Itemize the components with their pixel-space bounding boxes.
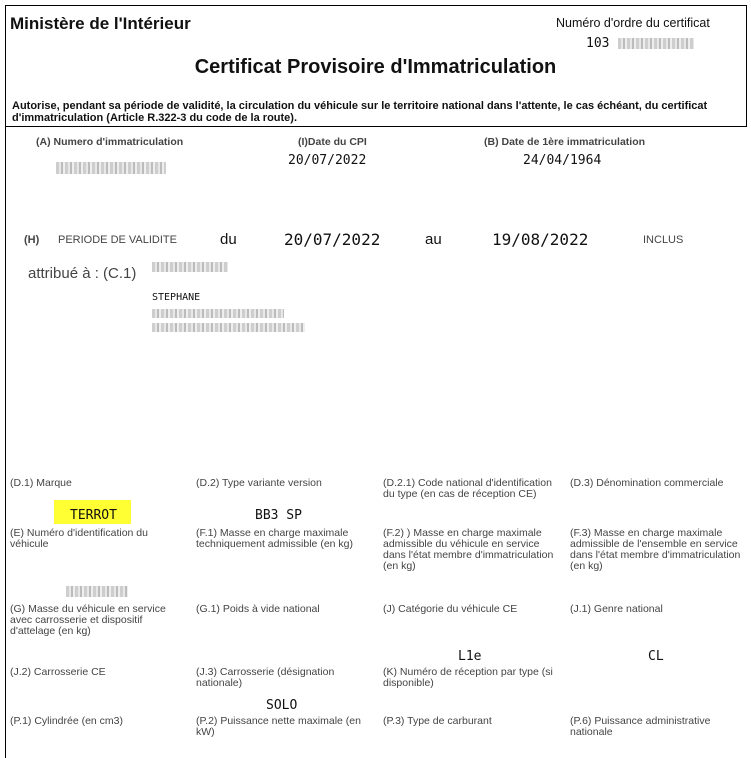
field-j2-label: (J.2) Carrosserie CE	[10, 666, 106, 678]
validity-to-date: 19/08/2022	[492, 230, 589, 249]
redacted-holder-surname	[152, 262, 228, 272]
validity-h-label: (H)	[24, 234, 40, 246]
holder-label: attribué à : (C.1)	[28, 265, 137, 282]
field-e-label: (E) Numéro d'identification du véhicule	[10, 527, 148, 550]
redacted-order-number	[618, 38, 694, 49]
field-g-label: (G) Masse du véhicule en service avec carrosserie et dispositif d'attelage (en kg)	[10, 603, 166, 637]
redacted-holder-address-line-2	[152, 323, 305, 332]
redacted-registration-number	[56, 162, 166, 174]
field-p1-label: (P.1) Cylindrée (en cm3)	[10, 715, 124, 727]
first-registration-date-value: 24/04/1964	[523, 153, 602, 168]
field-j3-value: SOLO	[266, 698, 298, 713]
cpi-date-label: (I)Date du CPI	[298, 136, 367, 148]
validity-period-label: PERIODE DE VALIDITE	[58, 234, 177, 246]
field-f3-label: (F.3) Masse en charge maximale admissible de l'ensemble en service dans l'état membre d'immatriculation (en kg)	[570, 527, 741, 572]
holder-first-name: STEPHANE	[152, 292, 201, 303]
field-f1-label: (F.1) Masse en charge maximale techniquement admissible (en kg)	[196, 527, 353, 550]
field-j-label: (J) Catégorie du véhicule CE	[383, 603, 518, 615]
field-k-label: (K) Numéro de réception par type (si disponible)	[383, 666, 553, 689]
authorization-notice: Autorise, pendant sa période de validité, la circulation du véhicule sur le territoire national dans l'attente, le cas échéant, du certificat d'immatriculation (Article R.322-3 du code de la route).	[12, 100, 708, 124]
field-f2-label: (F.2) ) Masse en charge maximale admissible du véhicule en service dans l'état membre d'immatriculation (en kg)	[383, 527, 554, 572]
registration-number-label: (A) Numero d'immatriculation	[36, 136, 184, 148]
field-d1-label: (D.1) Marque	[10, 477, 72, 489]
cpi-date-value: 20/07/2022	[288, 153, 367, 168]
order-number-prefix: 103	[586, 36, 610, 51]
field-j1-value: CL	[648, 649, 664, 664]
validity-du-label: du	[220, 231, 237, 248]
document-title: Certificat Provisoire d'Immatriculation	[194, 56, 557, 78]
first-registration-date-label: (B) Date de 1ère immatriculation	[484, 136, 646, 148]
order-number-label: Numéro d'ordre du certificat	[556, 16, 710, 30]
frame-left-border	[5, 5, 6, 758]
field-d21-label: (D.2.1) Code national d'identification du type (en cas de réception CE)	[383, 477, 552, 500]
field-j1-label: (J.1) Genre national	[570, 603, 663, 615]
field-d2-label: (D.2) Type variante version	[196, 477, 322, 489]
field-d3-label: (D.3) Dénomination commerciale	[570, 477, 724, 489]
field-j3-label: (J.3) Carrosserie (désignation nationale)	[196, 666, 335, 689]
frame-top-border	[5, 5, 747, 6]
validity-au-label: au	[425, 231, 442, 248]
field-j-value: L1e	[458, 649, 482, 664]
field-d1-value: TERROT	[70, 508, 117, 523]
field-p2-label: (P.2) Puissance nette maximale (en kW)	[196, 715, 361, 738]
field-p3-label: (P.3) Type de carburant	[383, 715, 492, 727]
redacted-vin	[66, 586, 128, 597]
field-g1-label: (G.1) Poids à vide national	[196, 603, 320, 615]
field-p6-label: (P.6) Puissance administrative nationale	[570, 715, 711, 738]
redacted-holder-address-line-1	[152, 309, 284, 318]
header-divider	[5, 126, 747, 127]
validity-from-date: 20/07/2022	[284, 230, 381, 249]
ministry-title: Ministère de l'Intérieur	[10, 14, 191, 33]
validity-inclus-label: INCLUS	[643, 234, 684, 246]
field-d2-value: BB3 SP	[255, 508, 302, 523]
